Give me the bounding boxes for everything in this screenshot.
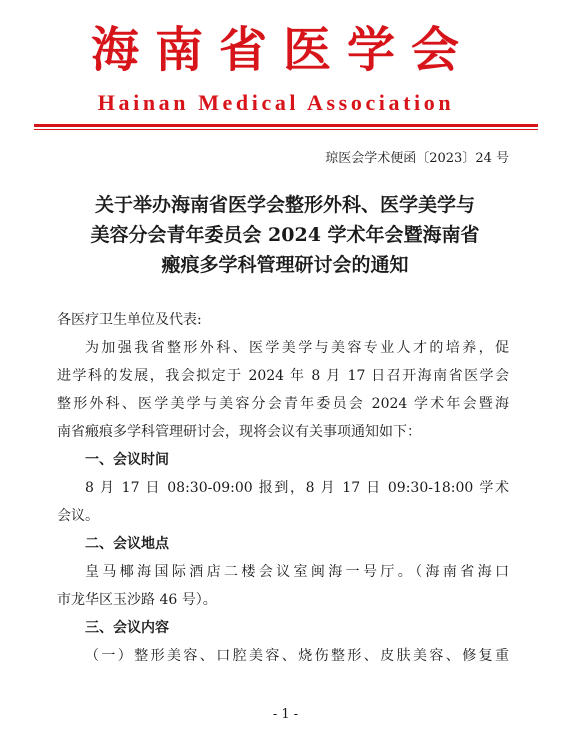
salutation: 各医疗卫生单位及代表: [57,312,202,328]
section-heading-time: 一、会议时间 [85,452,169,468]
title-line: 关于举办海南省医学会整形外科、医学美学与 [94,194,475,216]
section-heading-content: 三、会议内容 [85,620,169,636]
document-number: 琼医会学术便函〔2023〕24 号 [325,151,509,166]
letterhead-name-en: Hainan Medical Association [97,90,455,115]
document-body [57,306,509,670]
document-title [40,190,530,280]
venue-line: 市龙华区玉沙路 46 号）。 [57,592,217,608]
letterhead-name-cn: 海南省医学会 [90,22,475,78]
page-number: - 1 - [272,707,299,722]
letterhead-divider-thick [34,124,538,127]
intro-line: 为加强我省整形外科、医学美学与美容专业人才的培养，促 [85,340,509,356]
intro-line: 进学科的发展，我会拟定于 2024 年 8 月 17 日召开海南省医学会 [57,368,509,384]
letterhead-divider-thin [34,129,538,130]
intro-line: 南省瘢痕多学科管理研讨会，现将会议有关事项通知如下： [57,424,421,440]
time-line: 8 月 17 日 08:30-09:00 报到，8 月 17 日 09:30-18:00 学术 [85,480,509,496]
content-line: （一）整形美容、口腔美容、烧伤整形、皮肤美容、修复重 [85,648,509,664]
title-line: 瘢痕多学科管理研讨会的通知 [161,254,409,276]
title-line: 美容分会青年委员会 2024 学术年会暨海南省 [90,224,480,246]
time-line: 会议。 [57,508,99,524]
venue-line: 皇马椰海国际酒店二楼会议室闽海一号厅。（海南省海口 [85,564,509,580]
section-heading-venue: 二、会议地点 [85,536,169,552]
intro-line: 整形外科、医学美学与美容分会青年委员会 2024 学术年会暨海 [57,396,509,412]
